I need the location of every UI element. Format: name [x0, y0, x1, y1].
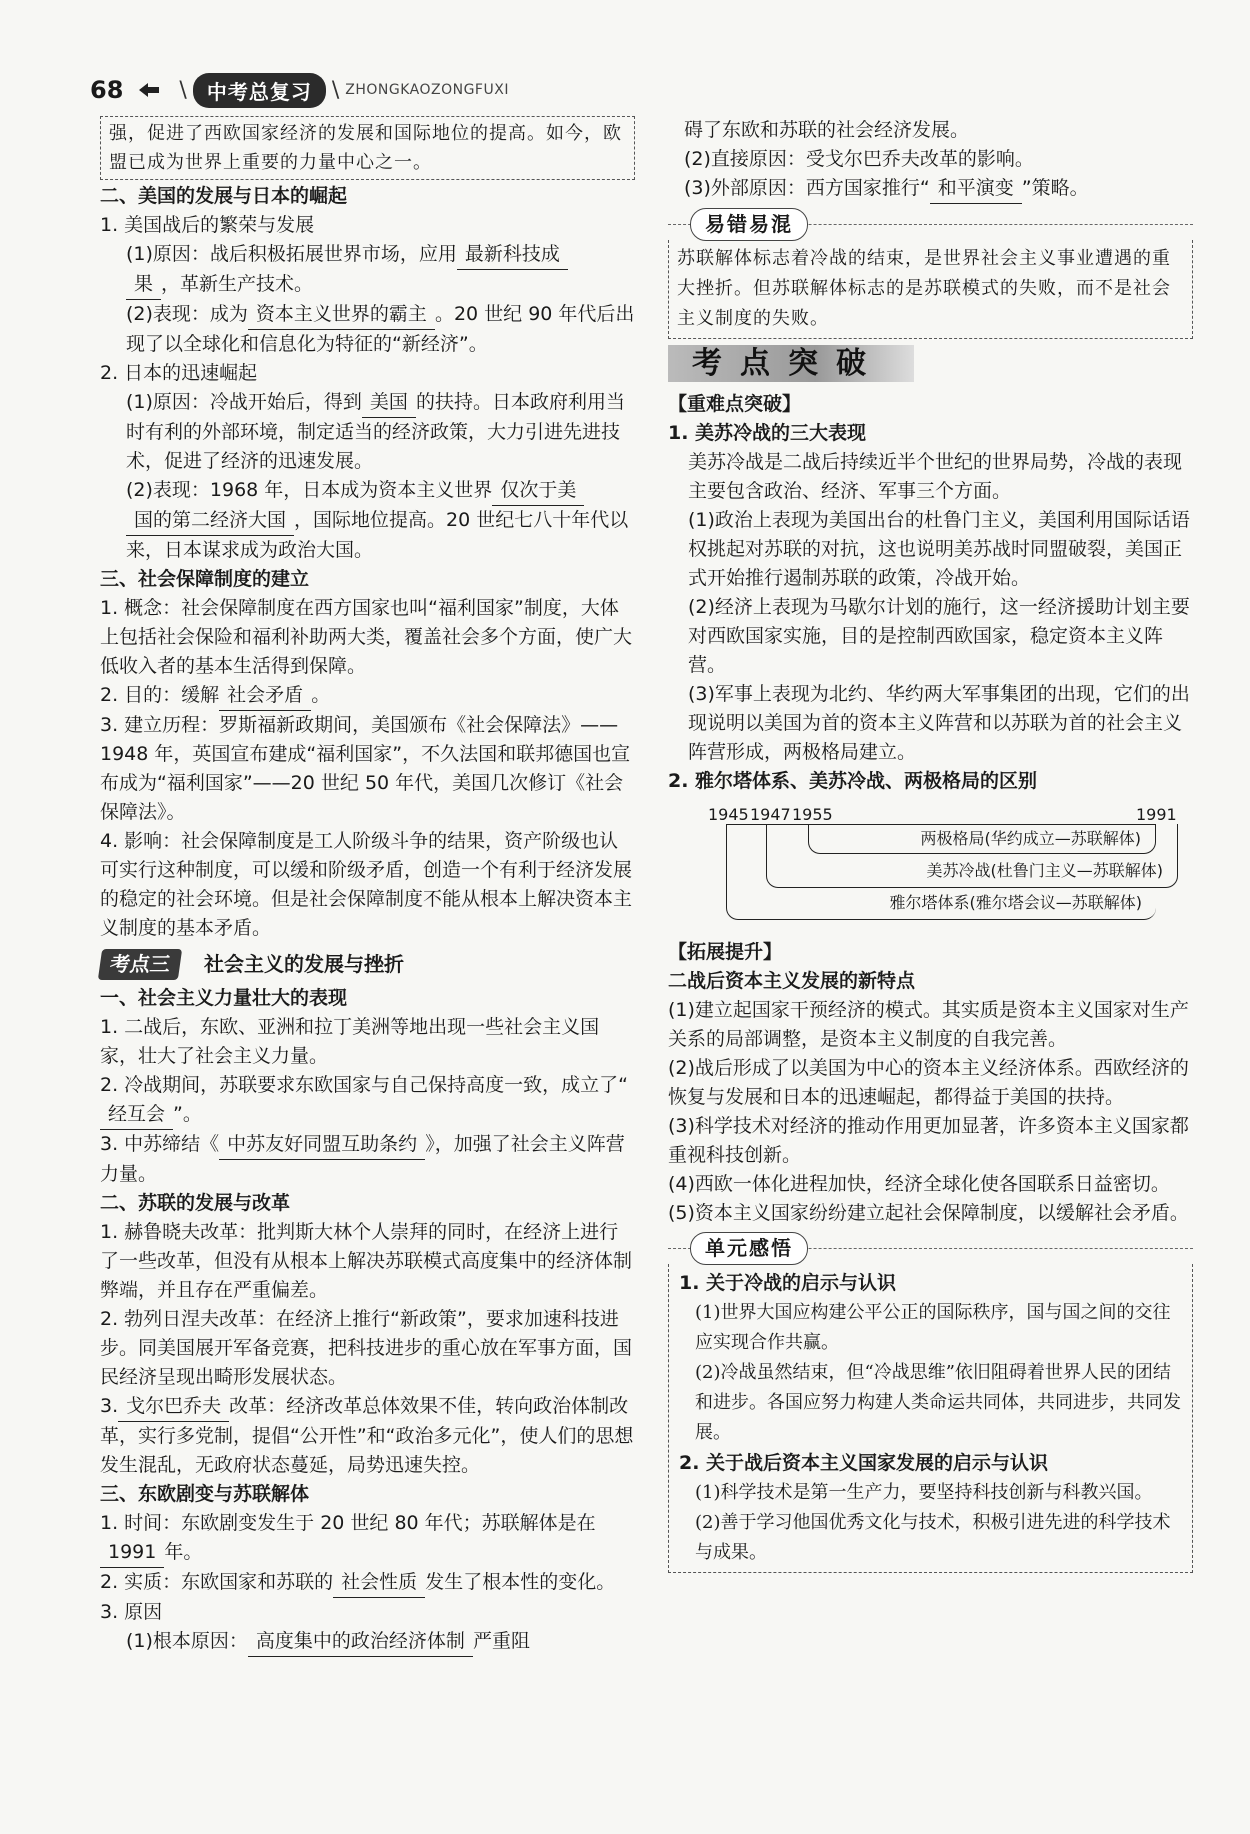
brand-slash-left: \: [179, 77, 187, 103]
brand-title: 中考总复习: [193, 73, 326, 108]
year-1991: 1991: [1136, 805, 1177, 824]
us-performance: (2)表现：成为 资本主义世界的霸主 。20 世纪 90 年代后出现了以全球化和信息化为特征的“新经济”。: [100, 300, 635, 359]
cold-war-political: (1)政治上表现为美国出台的杜鲁门主义，美国利用国际话语权挑起对苏联的对抗，这也说明美苏战时同盟破裂，美国正式开始推行遏制苏联的政策，冷战开始。: [688, 509, 1190, 589]
soviet-reform-1: 1. 赫鲁晓夫改革：批判斯大林个人崇拜的同时，在经济上进行了一些改革，但没有从根本上解决苏联模式高度集中的经济体制弊端，并且存在严重偏差。: [100, 1221, 633, 1301]
new-features-title: 二战后资本主义发展的新特点: [668, 970, 916, 992]
answer-blank: 中苏友好同盟互助条约: [219, 1130, 425, 1160]
socialism-growth-3: 3. 中苏缔结《 中苏友好同盟互助条约 》，加强了社会主义阵营力量。: [100, 1130, 635, 1189]
socialism-growth-2: 2. 冷战期间，苏联要求东欧国家与自己保持高度一致，成立了“经互会 ”。: [100, 1071, 635, 1130]
direct-cause: (2)直接原因：受戈尔巴乔夫改革的影响。: [684, 148, 1034, 170]
socialism-growth-1: 1. 二战后，东欧、亚洲和拉丁美洲等地出现一些社会主义国家，壮大了社会主义力量。: [100, 1016, 600, 1067]
collapse-root-cause: (1)根本原因： 高度集中的政治经济体制 严重阻: [100, 1627, 635, 1657]
answer-blank: 果: [126, 270, 161, 300]
page-number: 68: [90, 76, 124, 104]
kaodian-tag: 考点三: [98, 949, 182, 980]
japan-performance: (2)表现：1968 年，日本成为资本主义世界 仅次于美 国的第二经济大国 ，国际地位提高。20 世纪七八十年代以来，日本谋求成为政治大国。: [100, 476, 635, 565]
reflection-2-title: 2. 关于战后资本主义国家发展的启示与认识: [679, 1452, 1049, 1474]
unit-reflection-tagline: [668, 1232, 1193, 1264]
cold-war-economic: (2)经济上表现为马歇尔计划的施行，这一经济援助计划主要对西欧国家实施，目的是控制西欧国家，稳定资本主义阵营。: [688, 596, 1190, 676]
reflection-1-title: 1. 关于冷战的启示与认识: [679, 1272, 897, 1294]
back-arrow-icon: [137, 81, 161, 99]
cold-war-span: 美苏冷战(杜鲁门主义—苏联解体): [766, 824, 1178, 888]
kaodian-title: 社会主义的发展与挫折: [204, 952, 404, 976]
unit-reflection-box: [668, 1264, 1193, 1573]
right-column: [668, 116, 1193, 1573]
social-security-concept: 1. 概念：社会保障制度在西方国家也叫“福利国家”制度，大体上包括社会保险和福利补助两大类，覆盖社会多个方面，使广大低收入者的基本生活得到保障。: [100, 597, 633, 677]
year-1955: 1955: [792, 805, 833, 824]
extension-heading: 【拓展提升】: [668, 941, 783, 963]
answer-blank: 最新科技成: [457, 240, 568, 270]
social-security-impact: 4. 影响：社会保障制度是工人阶级斗争的结果，资产阶级也认可实行这种制度，可以缓和阶级矛盾，创造一个有利于经济发展的稳定的社会环境。但是社会保障制度不能从根本上解决资本主义制度的基本矛盾。: [100, 830, 633, 939]
key-points-heading: 【重难点突破】: [668, 393, 802, 415]
unit-reflection-tag: 单元感悟: [690, 1232, 808, 1265]
eu-note-box: 强，促进了西欧国家经济的发展和国际地位的提高。如今，欧盟已成为世界上重要的力量中心之一。: [100, 116, 635, 180]
brand-subtitle: ZHONGKAOZONGFUXI: [345, 82, 509, 98]
us-reason: (1)原因：战后积极拓展世界市场，应用 最新科技成 果 ，革新生产技术。: [100, 240, 635, 300]
yicuo-tagline: [668, 208, 1193, 240]
social-security-history: 3. 建立历程：罗斯福新政期间，美国颁布《社会保障法》——1948 年，英国宣布建成“福利国家”，不久法国和联邦德国也宣布成为“福利国家”——20 世纪 50 年代，美国几次修订《社会保障法》。: [100, 714, 631, 823]
collapse-causes-heading: 3. 原因: [100, 1601, 163, 1623]
external-cause: (3)外部原因：西方国家推行“ 和平演变 ”策略。: [668, 174, 1193, 204]
cold-war-intro: 美苏冷战是二战后持续近半个世纪的世界局势，冷战的表现主要包含政治、经济、军事三个方面。: [688, 451, 1183, 502]
year-1945: 1945: [708, 805, 749, 824]
answer-blank: 仅次于美: [492, 476, 584, 506]
soviet-reform-2: 2. 勃列日涅夫改革：在经济上推行“新政策”，要求加速科技进步。同美国展开军备竞赛，把科技进步的重心放在军事方面，国民经济呈现出畸形发展状态。: [100, 1308, 633, 1388]
answer-blank: 社会矛盾: [219, 681, 311, 711]
page-header: [90, 70, 509, 110]
answer-blank: 美国: [362, 388, 416, 418]
japan-heading: 2. 日本的迅速崛起: [100, 362, 258, 384]
social-security-purpose: 2. 目的：缓解 社会矛盾 。: [100, 681, 635, 711]
feature-2: (2)战后形成了以美国为中心的资本主义经济体系。西欧经济的恢复与发展和日本的迅速崛起，都得益于美国的扶持。: [668, 1057, 1189, 1108]
section-socialism-growth-title: 一、社会主义力量壮大的表现: [100, 987, 348, 1009]
feature-3: (3)科学技术对经济的推动作用更加显著，许多资本主义国家都重视科技创新。: [668, 1115, 1189, 1166]
answer-blank: 资本主义世界的霸主: [248, 300, 435, 330]
collapse-essence: 2. 实质：东欧国家和苏联的 社会性质 发生了根本性的变化。: [100, 1568, 635, 1598]
japan-reason: (1)原因：冷战开始后，得到 美国 的扶持。日本政府利用当时有利的外部环境，制定适当的经济政策，大力引进先进技术，促进了经济的迅速发展。: [100, 388, 635, 476]
section-social-security-title: 三、社会保障制度的建立: [100, 568, 310, 590]
feature-5: (5)资本主义国家纷纷建立起社会保障制度，以缓解社会矛盾。: [668, 1202, 1189, 1224]
answer-blank: 戈尔巴乔夫: [118, 1392, 229, 1422]
answer-blank: 社会性质: [333, 1568, 425, 1598]
kaodian-3-heading: [100, 949, 635, 980]
difference-title: 2. 雅尔塔体系、美苏冷战、两极格局的区别: [668, 770, 1038, 792]
soviet-reform-3: 3. 戈尔巴乔夫 改革：经济改革总体效果不佳，转向政治体制改革，实行多党制，提倡“公开性”和“政治多元化”，使人们的思想发生混乱，无政府状态蔓延，局势迅速失控。: [100, 1392, 635, 1480]
bipolar-span: 两极格局(华约成立—苏联解体): [808, 824, 1156, 854]
year-1947: 1947: [750, 805, 791, 824]
answer-blank: 国的第二经济大国: [126, 506, 294, 536]
kaodian-tupo-banner: 考点突破: [668, 345, 914, 382]
collapse-time: 1. 时间：东欧剧变发生于 20 世纪 80 年代；苏联解体是在1991 年。: [100, 1509, 635, 1568]
feature-4: (4)西欧一体化进程加快，经济全球化使各国联系日益密切。: [668, 1173, 1170, 1195]
brand-slash-right: \: [331, 77, 340, 103]
yicuo-tag: 易错易混: [690, 208, 808, 241]
reflection-2-a: (1)科学技术是第一生产力，要坚持科技创新与科教兴国。: [695, 1482, 1153, 1503]
reflection-1-a: (1)世界大国应构建公平公正的国际秩序，国与国之间的交往应实现合作共赢。: [695, 1302, 1171, 1353]
cold-war-title: 1. 美苏冷战的三大表现: [668, 422, 867, 444]
reflection-1-b: (2)冷战虽然结束，但“冷战思维”依旧阻碍着世界人民的团结和进步。各国应努力构建人类命运共同体，共同进步，共同发展。: [695, 1362, 1181, 1443]
yalta-span: 雅尔塔体系(雅尔塔会议—苏联解体): [726, 824, 1156, 920]
timeline-diagram: [708, 800, 1178, 930]
root-cause-continued: 碍了东欧和苏联的社会经济发展。: [684, 119, 970, 141]
feature-1: (1)建立起国家干预经济的模式。其实质是资本主义国家对生产关系的局部调整，是资本主义制度的自我完善。: [668, 999, 1189, 1050]
answer-blank: 和平演变: [930, 174, 1022, 204]
section-us-japan-title: 二、美国的发展与日本的崛起: [100, 185, 348, 207]
reflection-2-b: (2)善于学习他国优秀文化与技术，积极引进先进的科学技术与成果。: [695, 1512, 1171, 1563]
left-column: [100, 116, 635, 1657]
yicuo-box: 苏联解体标志着冷战的结束，是世界社会主义事业遭遇的重大挫折。但苏联解体标志的是苏联模式的失败，而不是社会主义制度的失败。: [668, 240, 1193, 339]
answer-blank: 高度集中的政治经济体制: [248, 1627, 473, 1657]
answer-blank: 经互会: [100, 1100, 173, 1130]
us-heading: 1. 美国战后的繁荣与发展: [100, 214, 315, 236]
section-collapse-title: 三、东欧剧变与苏联解体: [100, 1483, 310, 1505]
cold-war-military: (3)军事上表现为北约、华约两大军事集团的出现，它们的出现说明以美国为首的资本主义阵营和以苏联为首的社会主义阵营形成，两极格局建立。: [688, 683, 1190, 763]
answer-blank: 1991: [100, 1538, 164, 1568]
section-soviet-reform-title: 二、苏联的发展与改革: [100, 1192, 291, 1214]
